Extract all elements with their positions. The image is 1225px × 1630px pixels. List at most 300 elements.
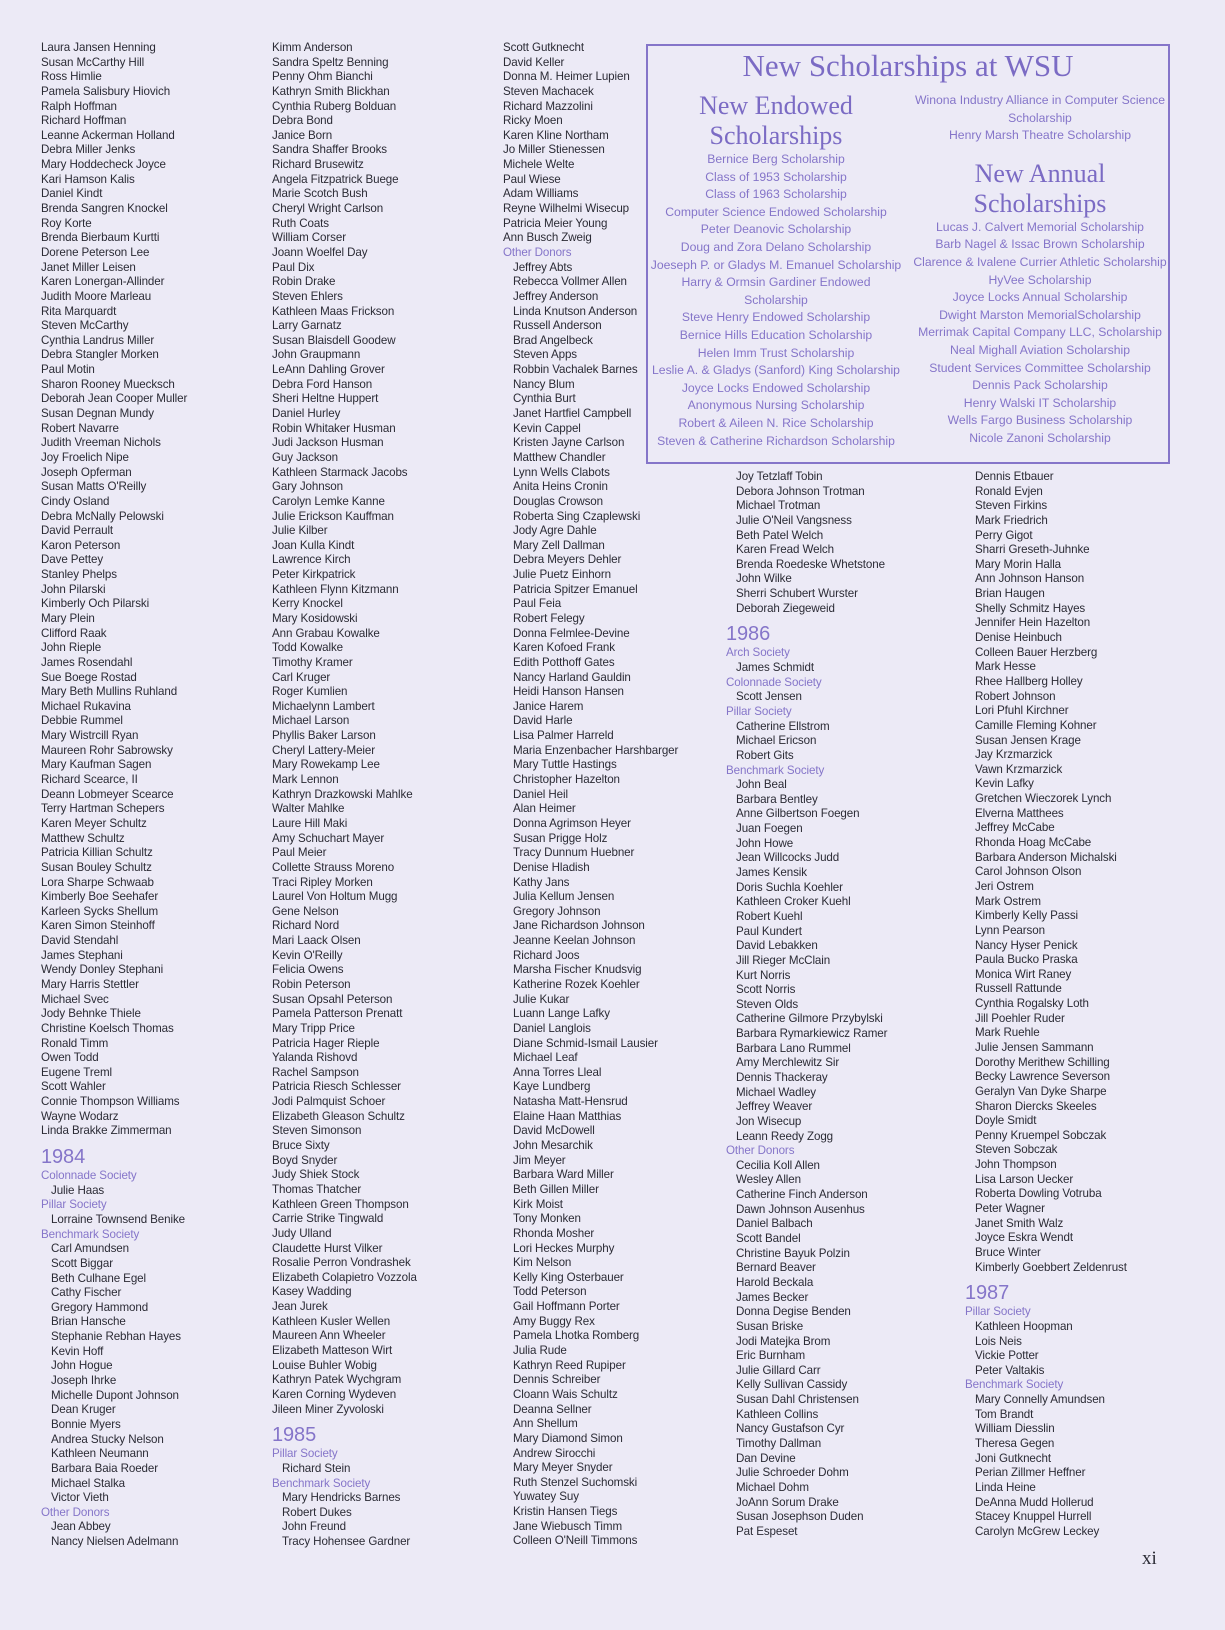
donor-name: Victor Vieth (51, 1491, 109, 1505)
endowed-scholarship-item: Winona Industry Alliance in Computer Science Scholarship (915, 93, 1165, 125)
donor-name: Carl Kruger (272, 670, 331, 684)
donor-name: Andrea Stucky Nelson (51, 1432, 164, 1446)
donor-name: Wendy Donley Stephani (41, 963, 164, 977)
donor-name: Donna Degise Benden (736, 1305, 851, 1319)
donor-name: Brian Hansche (51, 1315, 126, 1329)
donor-name: Paul Wiese (503, 172, 561, 186)
donor-name: Jodi Palmquist Schoer (272, 1095, 386, 1109)
donor-name: Linda Heine (975, 1480, 1036, 1494)
donor-name: Lisa Palmer Harreld (513, 729, 614, 743)
donor-name: Cindy Osland (41, 494, 110, 508)
donor-name: Joan Kulla Kindt (272, 538, 355, 552)
donor-name: David Lebakken (736, 939, 818, 953)
donor-name: Roy Korte (41, 216, 92, 230)
donor-name: Cecilia Koll Allen (736, 1158, 820, 1172)
donor-name: Pamela Salisbury Hiovich (41, 84, 171, 98)
year-heading: 1986 (726, 623, 771, 646)
donor-name: Kim Nelson (513, 1256, 572, 1270)
donor-name: Rhonda Mosher (513, 1226, 595, 1240)
donor-name: Guy Jackson (272, 450, 338, 464)
donor-name: Rebecca Vollmer Allen (513, 275, 627, 289)
donor-name: Janet Smith Walz (975, 1216, 1064, 1230)
donor-name: Jane Richardson Johnson (513, 919, 645, 933)
donor-name: Roberta Sing Czaplewski (513, 509, 641, 523)
donor-name: Mary Wistrcill Ryan (41, 729, 139, 743)
donor-name: Elaine Haan Matthias (513, 1109, 622, 1123)
donor-name: Mark Hesse (975, 660, 1036, 674)
donor-name: Jo Miller Stienessen (503, 143, 605, 157)
donor-name: Mary Connelly Amundsen (975, 1393, 1105, 1407)
donor-name: Peter Kirkpatrick (272, 568, 356, 582)
donor-name: Vickie Potter (975, 1349, 1039, 1363)
donor-name: Anne Gilbertson Foegen (736, 807, 860, 821)
endowed-scholarship-item: Henry Marsh Theatre Scholarship (949, 128, 1131, 143)
annual-scholarship-item: Dennis Pack Scholarship (972, 378, 1108, 393)
donor-name: Colleen Bauer Herzberg (975, 645, 1098, 659)
donor-name: Robbin Vachalek Barnes (513, 363, 638, 377)
annual-scholarship-item: Nicole Zanoni Scholarship (969, 430, 1111, 445)
donor-name: Dawn Johnson Ausenhus (736, 1202, 865, 1216)
donor-name: Brenda Roedeske Whetstone (736, 557, 885, 571)
donor-name: Michael Rukavina (41, 699, 131, 713)
donor-name: Nancy Nielsen Adelmann (51, 1535, 179, 1549)
donor-name: Richard Mazzolini (503, 99, 593, 113)
donor-name: Susan Briske (736, 1319, 804, 1333)
donor-name: Andrew Sirocchi (513, 1446, 596, 1460)
donor-name: Ronald Evjen (975, 484, 1043, 498)
donor-name: Kathleen Croker Kuehl (736, 895, 851, 909)
donor-name: Thomas Thatcher (272, 1182, 362, 1196)
donor-name: Joann Woelfel Day (272, 245, 368, 259)
society-heading: Benchmark Society (965, 1378, 1064, 1392)
donor-name: Roberta Dowling Votruba (975, 1187, 1102, 1201)
donor-name: DeAnna Mudd Hollerud (975, 1495, 1094, 1509)
donor-name: James Kensik (736, 866, 807, 880)
donor-name: Julia Kellum Jensen (513, 890, 615, 904)
donor-name: Catherine Gilmore Przybylski (736, 1012, 883, 1026)
donor-name: Ross Himlie (41, 70, 102, 84)
donor-name: Mary Plein (41, 611, 95, 625)
donor-name: Kimberly Boe Seehafer (41, 890, 159, 904)
donor-name: Mark Friedrich (975, 513, 1048, 527)
donor-name: Dennis Thackeray (736, 1070, 828, 1084)
donor-name: Timothy Kramer (272, 655, 353, 669)
endowed-scholarship-item: Computer Science Endowed Scholarship (665, 204, 887, 219)
donor-name: Claudette Hurst Vilker (272, 1241, 383, 1255)
donor-name: Dennis Schreiber (513, 1373, 601, 1387)
endowed-scholarship-item: Steve Henry Endowed Scholarship (681, 310, 871, 325)
donor-name: Catherine Ellstrom (736, 719, 830, 733)
donor-name: Daniel Kindt (41, 187, 103, 201)
donor-name: Robert Gits (736, 748, 794, 762)
donor-name: Barbara Ward Miller (513, 1168, 614, 1182)
donor-name: Pamela Patterson Prenatt (272, 1007, 403, 1021)
donor-name: Lynn Pearson (975, 923, 1045, 937)
donor-name: Mary Zell Dallman (513, 538, 605, 552)
donor-name: Deborah Jean Cooper Muller (41, 392, 188, 406)
donor-name: Ann Shellum (513, 1417, 578, 1431)
endowed-scholarship-item: Anonymous Nursing Scholarship (687, 398, 865, 413)
donor-name: Karen Fread Welch (736, 543, 834, 557)
annual-scholarship-item: Henry Walski IT Scholarship (963, 395, 1117, 410)
endowed-scholarship-item: Helen Imm Trust Scholarship (697, 345, 855, 360)
donor-name: Eugene Treml (41, 1065, 112, 1079)
donor-name: Carolyn Lemke Kanne (272, 494, 385, 508)
donor-name: Ann Busch Zweig (503, 231, 592, 245)
endowed-scholarship-item: Leslie A. & Gladys (Sanford) King Scholarship (652, 363, 900, 378)
donor-name: Linda Knutson Anderson (513, 304, 638, 318)
donor-name: Mark Lennon (272, 773, 339, 787)
donor-name: Stanley Phelps (41, 568, 117, 582)
donor-name: Jeffrey Weaver (736, 1100, 813, 1114)
donor-name: Debora Johnson Trotman (736, 484, 865, 498)
annual-scholarship-item: Barb Nagel & Issac Brown Scholarship (935, 237, 1145, 252)
donor-name: Matthew Chandler (513, 450, 606, 464)
scholarships-title: New Scholarships at WSU (742, 48, 1074, 83)
donor-name: Amy Merchlewitz Sir (736, 1056, 840, 1070)
donor-name: Lorraine Townsend Benike (51, 1212, 186, 1226)
donor-column-4 (726, 470, 887, 1539)
donor-column-2 (272, 41, 417, 1550)
donor-name: Jane Wiebusch Timm (513, 1519, 623, 1533)
donor-name: Dorene Peterson Lee (41, 245, 150, 259)
donor-name: Linda Brakke Zimmerman (41, 1124, 172, 1138)
donor-name: Julie Kilber (272, 524, 328, 538)
donor-name: Louise Buhler Wobig (272, 1358, 377, 1372)
donor-name: Theresa Gegen (975, 1437, 1055, 1450)
donor-name: Reyne Wilhelmi Wisecup (503, 202, 630, 216)
donor-name: Tony Monken (513, 1212, 581, 1226)
donor-name: Heidi Hanson Hansen (513, 685, 624, 699)
donor-name: Debra Bond (272, 114, 333, 128)
donor-name: Michelle Dupont Johnson (51, 1388, 179, 1402)
donor-name: William Diesslin (975, 1422, 1055, 1436)
donor-name: Todd Kowalke (272, 641, 343, 655)
donor-name: Nancy Hyser Penick (975, 938, 1078, 952)
year-heading: 1984 (41, 1146, 86, 1169)
donor-name: Jody Behnke Thiele (41, 1007, 141, 1021)
donor-name: Paul Feia (513, 597, 562, 611)
endowed-scholarship-item: Doug and Zora Delano Scholarship (680, 239, 872, 254)
donor-name: Lisa Larson Uecker (975, 1172, 1074, 1186)
donor-name: Susan Matts O'Reilly (41, 480, 147, 494)
donor-name: Robin Whitaker Husman (272, 421, 396, 435)
donor-name: Angela Fitzpatrick Buege (272, 172, 399, 186)
donor-name: David Keller (503, 55, 565, 69)
donor-name: Jay Krzmarzick (975, 748, 1053, 762)
donor-name: Elverna Matthees (975, 806, 1064, 820)
annual-scholarships-section (910, 92, 1170, 448)
donor-name: Robert Navarre (41, 421, 119, 435)
donor-name: Gretchen Wieczorek Lynch (975, 792, 1112, 806)
donor-name: Kimberly Och Pilarski (41, 597, 150, 611)
donor-name: Kathleen Flynn Kitzmann (272, 582, 399, 596)
donor-name: Lori Pfuhl Kirchner (975, 704, 1069, 718)
donor-name: Kari Hamson Kalis (41, 172, 135, 186)
donor-name: Michaelynn Lambert (272, 699, 375, 713)
donor-name: Jody Agre Dahle (513, 524, 597, 538)
donor-name: Leann Reedy Zogg (736, 1129, 834, 1143)
donor-name: Marie Scotch Bush (272, 187, 368, 201)
endowed-scholarship-item: Bernice Hills Education Scholarship (679, 327, 873, 342)
donor-name: Boyd Snyder (272, 1153, 338, 1167)
donor-name: Julia Rude (513, 1344, 567, 1358)
donor-name: William Corser (272, 231, 346, 245)
donor-name: Scott Biggar (51, 1256, 113, 1270)
donor-name: Janet Hartfiel Campbell (513, 407, 632, 421)
donor-name: Eric Burnham (736, 1349, 806, 1363)
donor-name: Patricia Riesch Schlesser (272, 1080, 401, 1094)
year-heading: 1985 (272, 1424, 317, 1447)
donor-name: Jileen Miner Zyvoloski (272, 1402, 384, 1416)
donor-name: Sharri Greseth-Juhnke (975, 543, 1090, 557)
endowed-scholarship-item: Robert & Aileen N. Rice Scholarship (678, 415, 874, 430)
donor-name: Gregory Hammond (51, 1300, 149, 1314)
donor-name: Susan Bouley Schultz (41, 860, 152, 874)
donor-column-5 (965, 470, 1127, 1539)
donor-name: Monica Wirt Raney (975, 967, 1072, 981)
donor-name: Jeffrey McCabe (975, 821, 1055, 835)
donor-name: LeAnn Dahling Grover (272, 363, 385, 377)
donor-name: Jean Abbey (51, 1520, 111, 1534)
donor-name: Peter Wagner (975, 1202, 1045, 1216)
donor-name: John Freund (282, 1520, 346, 1534)
donor-name: Karen Simon Steinhoff (41, 919, 155, 933)
annual-scholarship-item: Clarence & Ivalene Currier Athletic Scholarship (913, 254, 1167, 269)
annual-scholarship-item: Neal Mighall Aviation Scholarship (950, 342, 1130, 357)
donor-name: Scott Jensen (736, 690, 802, 704)
donor-name: Joseph Ihrke (51, 1374, 117, 1388)
donor-name: Lawrence Kirch (272, 553, 351, 567)
donor-name: Susan Josephson Duden (736, 1510, 864, 1524)
donor-name: Pat Espeset (736, 1524, 798, 1538)
donor-name: Susan Dahl Christensen (736, 1393, 859, 1407)
donor-name: Leanne Ackerman Holland (41, 128, 175, 142)
donor-name: Daniel Heil (513, 787, 568, 801)
donor-name: Geralyn Van Dyke Sharpe (975, 1084, 1107, 1098)
society-heading: Benchmark Society (41, 1227, 140, 1241)
donor-name: Harold Beckala (736, 1275, 814, 1289)
donor-name: Kathleen Hoopman (975, 1319, 1073, 1333)
donor-name: Janice Harem (513, 699, 584, 713)
donor-name: Robert Kuehl (736, 909, 803, 923)
donor-name: Cathy Fischer (51, 1286, 122, 1300)
donor-name: Denise Heinbuch (975, 631, 1062, 645)
endowed-scholarship-item: Bernice Berg Scholarship (707, 152, 845, 166)
donor-name: Matthew Schultz (41, 831, 125, 845)
donor-name: Janet Miller Leisen (41, 260, 136, 274)
donor-name: Steven Firkins (975, 499, 1048, 513)
donor-name: Kristen Jayne Carlson (513, 436, 625, 450)
donor-name: John Hogue (51, 1359, 113, 1373)
donor-name: Perian Zillmer Heffner (975, 1466, 1086, 1480)
donor-name: Maureen Ann Wheeler (272, 1329, 386, 1343)
donor-name: Jon Wisecup (736, 1114, 802, 1128)
donor-name: Jim Meyer (513, 1153, 566, 1167)
donor-name: Pamela Lhotka Romberg (513, 1329, 640, 1343)
donor-name: Janice Born (272, 128, 333, 142)
donor-name: Gary Johnson (272, 480, 343, 494)
donor-column-1 (41, 41, 187, 1550)
donor-name: Karen Kline Northam (503, 128, 609, 142)
donor-name: Gail Hoffmann Porter (513, 1300, 620, 1314)
donor-name: Mary Morin Halla (975, 557, 1062, 571)
donor-name: Nancy Harland Gauldin (513, 670, 631, 684)
donor-name: Robin Peterson (272, 978, 351, 991)
donor-name: Becky Lawrence Severson (975, 1070, 1110, 1084)
donor-name: Kerry Knockel (272, 597, 343, 611)
donor-name: Mark Ruehle (975, 1026, 1040, 1040)
donor-name: Patricia Spitzer Emanuel (513, 582, 638, 596)
donor-name: Peter Valtakis (975, 1363, 1045, 1377)
donor-name: Gregory Johnson (513, 904, 601, 918)
donor-name: Kathy Jans (513, 875, 570, 889)
donor-name: Brenda Bierbaum Kurtti (41, 231, 160, 245)
donor-name: Julie Haas (51, 1183, 105, 1197)
donor-name: John Pilarski (41, 582, 106, 596)
donor-name: Mary Beth Mullins Ruhland (41, 685, 178, 699)
donor-name: Julie Jensen Sammann (975, 1040, 1094, 1054)
annual-scholarship-item: Lucas J. Calvert Memorial Scholarship (936, 219, 1144, 234)
donor-name: Paul Dix (272, 260, 315, 274)
donor-name: Jeffrey Anderson (513, 289, 599, 303)
donor-name: Dorothy Merithew Schilling (975, 1055, 1110, 1069)
donor-name: Kevin Hoff (51, 1344, 104, 1358)
donor-name: Christopher Hazelton (513, 773, 620, 787)
donor-name: Kristin Hansen Tiegs (513, 1505, 618, 1519)
donor-name: Juan Foegen (736, 822, 803, 836)
society-heading: Pillar Society (726, 704, 792, 718)
donor-name: Kevin Lafky (975, 777, 1034, 791)
donor-name: John Graupmann (272, 348, 361, 362)
donor-name: Sharon Diercks Skeeles (975, 1099, 1097, 1113)
donor-name: Kelly Sullivan Cassidy (736, 1378, 848, 1392)
donor-name: Kathryn Reed Rupiper (513, 1358, 626, 1372)
donor-name: Judi Jackson Husman (272, 436, 384, 450)
donor-name: Daniel Langlois (513, 1021, 591, 1035)
donor-name: Jodi Matejka Brom (736, 1334, 831, 1348)
donor-name: Cloann Wais Schultz (513, 1387, 618, 1401)
donor-name: Donna Felmlee-Devine (513, 626, 630, 640)
annual-scholarship-item: HyVee Scholarship (988, 272, 1092, 287)
donor-name: Kathleen Maas Frickson (272, 304, 395, 318)
donor-name: Anita Heins Cronin (513, 480, 608, 494)
donor-name: Mary Hendricks Barnes (282, 1491, 401, 1505)
donor-name: Deann Lobmeyer Scearce (41, 787, 174, 801)
donor-name: Mary Harris Stettler (41, 978, 139, 991)
donor-name: Susan Prigge Holz (513, 831, 608, 845)
donor-name: Deanna Sellner (513, 1402, 592, 1416)
donor-name: James Rosendahl (41, 655, 133, 669)
endowed-scholarship-item: Peter Deanovic Scholarship (700, 222, 852, 237)
donor-name: Sheri Heltne Huppert (272, 392, 379, 406)
donor-name: Elizabeth Colapietro Vozzola (272, 1270, 417, 1284)
donor-name: Barbara Bentley (736, 792, 818, 806)
donor-name: Larry Garnatz (272, 319, 342, 333)
donor-name: Debbie Rummel (41, 714, 123, 728)
donor-name: Joni Gutknecht (975, 1451, 1051, 1465)
donor-name: Steven Ehlers (272, 289, 343, 303)
donor-name: Mary Meyer Snyder (513, 1461, 613, 1475)
donor-name: Carol Johnson Olson (975, 865, 1082, 879)
donor-name: Judith Vreeman Nichols (41, 436, 161, 450)
donor-name: Diane Schmid-Ismail Lausier (513, 1036, 658, 1050)
donor-name: Bruce Sixty (272, 1139, 330, 1153)
donor-name: Paul Meier (272, 846, 327, 860)
donor-name: Rita Marquardt (41, 304, 117, 318)
donor-name: Barbara Baia Roeder (51, 1461, 159, 1475)
donor-name: Elizabeth Gleason Schultz (272, 1109, 405, 1123)
donor-name: Scott Bandel (736, 1232, 801, 1246)
donor-name: David Harle (513, 714, 573, 728)
donor-name: Steven Sobczak (975, 1143, 1058, 1157)
donor-name: Robert Dukes (282, 1505, 352, 1519)
donor-name: Doyle Smidt (975, 1114, 1037, 1128)
donor-name: Penny Kruempel Sobczak (975, 1128, 1107, 1142)
donor-name: Penny Ohm Bianchi (272, 70, 373, 84)
donor-name: Joy Tetzlaff Tobin (736, 470, 823, 483)
donor-name: John Howe (736, 836, 794, 850)
donor-name: Kimberly Goebbert Zeldenrust (975, 1260, 1127, 1274)
donor-name: Tracy Hohensee Gardner (282, 1535, 411, 1549)
donor-name: Karon Peterson (41, 538, 121, 552)
donor-name: Judith Moore Marleau (41, 289, 152, 303)
donor-name: Bonnie Myers (51, 1417, 121, 1431)
donor-name: Mary Tripp Price (272, 1021, 355, 1035)
donor-name: Kaye Lundberg (513, 1080, 591, 1094)
donor-name: Susan Jensen Krage (975, 733, 1081, 747)
donor-name: Dan Devine (736, 1451, 796, 1465)
endowed-scholarship-item: Joyce Locks Endowed Scholarship (681, 380, 871, 395)
annual-list (910, 219, 1170, 448)
donor-name: JoAnn Sorum Drake (736, 1495, 839, 1509)
donor-name: Amy Buggy Rex (513, 1314, 595, 1328)
donor-name: Russell Rattunde (975, 982, 1062, 996)
donor-name: James Schmidt (736, 661, 814, 675)
donor-name: Dennis Etbauer (975, 470, 1054, 483)
donor-name: Michael Stalka (51, 1476, 125, 1490)
donor-name: Walter Mahlke (272, 802, 345, 816)
donor-name: Patricia Killian Schultz (41, 846, 153, 860)
donor-name: Gene Nelson (272, 904, 339, 918)
donor-name: Debra Miller Jenks (41, 143, 136, 157)
annual-scholarship-item: Wells Fargo Business Scholarship (947, 413, 1133, 428)
donor-name: John Mesarchik (513, 1139, 593, 1153)
donor-name: Stacey Knuppel Hurrell (975, 1510, 1092, 1524)
donor-name: Ricky Moen (503, 114, 563, 128)
donor-name: Kevin Cappel (513, 421, 581, 435)
donor-name: Jeanne Keelan Johnson (513, 934, 636, 948)
donor-name: Cheryl Wright Carlson (272, 202, 384, 216)
donor-name: Scott Norris (736, 983, 796, 997)
donor-name: Mary Rowekamp Lee (272, 758, 380, 772)
society-heading: Colonnade Society (41, 1169, 137, 1183)
donor-name: Daniel Hurley (272, 407, 341, 421)
donor-name: Robert Johnson (975, 689, 1056, 703)
society-heading: Pillar Society (41, 1198, 107, 1212)
donor-name: Dave Pettey (41, 553, 104, 567)
donor-name: Richard Scearce, II (41, 773, 138, 787)
donor-name: Daniel Balbach (736, 1217, 813, 1231)
donor-name: Beth Gillen Miller (513, 1182, 599, 1196)
donor-name: Cynthia Burt (513, 392, 576, 406)
donor-name: John Thompson (975, 1158, 1057, 1172)
donor-name: Maureen Rohr Sabrowsky (41, 743, 173, 757)
donor-name: Edith Potthoff Gates (513, 655, 615, 669)
donor-name: Richard Joos (513, 948, 580, 962)
endowed-scholarship-item: Joeseph P. or Gladys M. Emanuel Scholarship (650, 257, 902, 272)
donor-name: Lori Heckes Murphy (513, 1241, 615, 1255)
